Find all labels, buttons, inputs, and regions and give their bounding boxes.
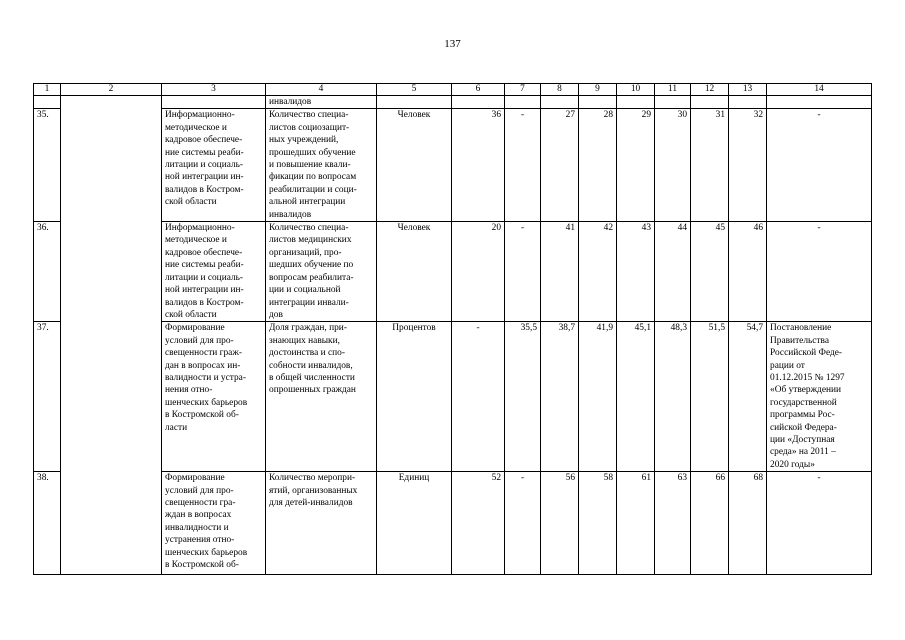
activity-text: Формирование условий для про- свещенности граж- дан в вопросах ин- валидности и устра- нения отно- шенческих барьеров в Костромской об- ласти — [165, 323, 248, 433]
indicator-text: Количество специа- листов медицинских организаций, про- шедших обучение по вопросам реабилита- ции и социальной интеграции инвали- дов — [269, 223, 354, 320]
value-col-9: 28 — [579, 109, 617, 222]
column-header: 3 — [162, 84, 266, 96]
table-header-row — [34, 84, 872, 96]
value-col-6: 20 — [452, 222, 505, 322]
merged-column-2-cell — [61, 96, 162, 575]
column-header: 4 — [266, 84, 377, 96]
value-col-6: 52 — [452, 472, 505, 575]
column-header: 9 — [579, 84, 617, 96]
note-text: - — [817, 473, 821, 484]
value-col-8: 56 — [541, 472, 579, 575]
activity-text: Информационно- методическое и кадровое обеспече- ние системы реаби- литации и социаль- ной интеграции ин- валидов в Костром- ской области — [165, 223, 244, 320]
unit-cell: Человек — [377, 109, 452, 222]
column-header: 11 — [655, 84, 691, 96]
value-col-13: 54,7 — [729, 322, 767, 472]
value-col-7: - — [505, 472, 541, 575]
value-col-11: 30 — [655, 109, 691, 222]
value-col-11: 63 — [655, 472, 691, 575]
column-header: 6 — [452, 84, 505, 96]
note-text: Постановление Правительства Российской Феде- рации от 01.12.2015 № 1297 «Об утверждении государственной программы Рос- сийской Федера- ции «Доступная среда» на 2011 – 2020 годы» — [770, 323, 845, 470]
column-header: 10 — [617, 84, 655, 96]
value-col-6: - — [452, 322, 505, 472]
indicator-text: Количество специа- листов социозащит- ных учреждений, прошедших обучение и повышение квали- фикации по вопросам реабилитации и соци- альной интеграции инвалидов — [269, 110, 357, 220]
indicator-text: Количество меропри- ятий, организованных для детей-инвалидов — [269, 473, 358, 508]
value-col-8: 38,7 — [541, 322, 579, 472]
value-col-8: 41 — [541, 222, 579, 322]
continued-indicator-text: инвалидов — [266, 96, 377, 109]
column-header: 14 — [767, 84, 872, 96]
note-text: - — [817, 110, 821, 121]
value-col-12: 45 — [691, 222, 729, 322]
column-header: 7 — [505, 84, 541, 96]
value-col-13: 46 — [729, 222, 767, 322]
value-col-12: 66 — [691, 472, 729, 575]
indicators-table — [33, 83, 872, 575]
value-col-7: 35,5 — [505, 322, 541, 472]
value-col-9: 58 — [579, 472, 617, 575]
value-col-10: 43 — [617, 222, 655, 322]
value-col-9: 41,9 — [579, 322, 617, 472]
column-header: 1 — [34, 84, 61, 96]
column-header: 12 — [691, 84, 729, 96]
unit-cell: Человек — [377, 222, 452, 322]
activity-text: Формирование условий для про- свещенности гра- ждан в вопросах инвалидности и устранения отно- шенческих барьеров в Костромской об- — [165, 473, 248, 571]
column-header: 13 — [729, 84, 767, 96]
value-col-10: 61 — [617, 472, 655, 575]
unit-cell: Процентов — [377, 322, 452, 472]
row-number: 35. — [34, 109, 61, 222]
table-row-continuation — [34, 96, 872, 109]
value-col-7: - — [505, 109, 541, 222]
value-col-11: 48,3 — [655, 322, 691, 472]
value-col-10: 29 — [617, 109, 655, 222]
column-header: 8 — [541, 84, 579, 96]
value-col-12: 31 — [691, 109, 729, 222]
note-text: - — [817, 223, 821, 234]
value-col-11: 44 — [655, 222, 691, 322]
page-number: 137 — [444, 38, 461, 50]
row-number: 36. — [34, 222, 61, 322]
column-header: 2 — [61, 84, 162, 96]
value-col-7: - — [505, 222, 541, 322]
value-col-13: 32 — [729, 109, 767, 222]
value-col-9: 42 — [579, 222, 617, 322]
column-header: 5 — [377, 84, 452, 96]
indicator-text: Доля граждан, при- знающих навыки, достоинства и спо- собности инвалидов, в общей численности опрошенных граждан — [269, 323, 356, 396]
row-number: 37. — [34, 322, 61, 472]
row-number: 38. — [34, 472, 61, 575]
value-col-12: 51,5 — [691, 322, 729, 472]
value-col-6: 36 — [452, 109, 505, 222]
unit-cell: Единиц — [377, 472, 452, 575]
activity-text: Информационно- методическое и кадровое обеспече- ние системы реаби- литации и социаль- ной интеграции ин- валидов в Костром- ской области — [165, 110, 244, 208]
value-col-13: 68 — [729, 472, 767, 575]
value-col-8: 27 — [541, 109, 579, 222]
value-col-10: 45,1 — [617, 322, 655, 472]
